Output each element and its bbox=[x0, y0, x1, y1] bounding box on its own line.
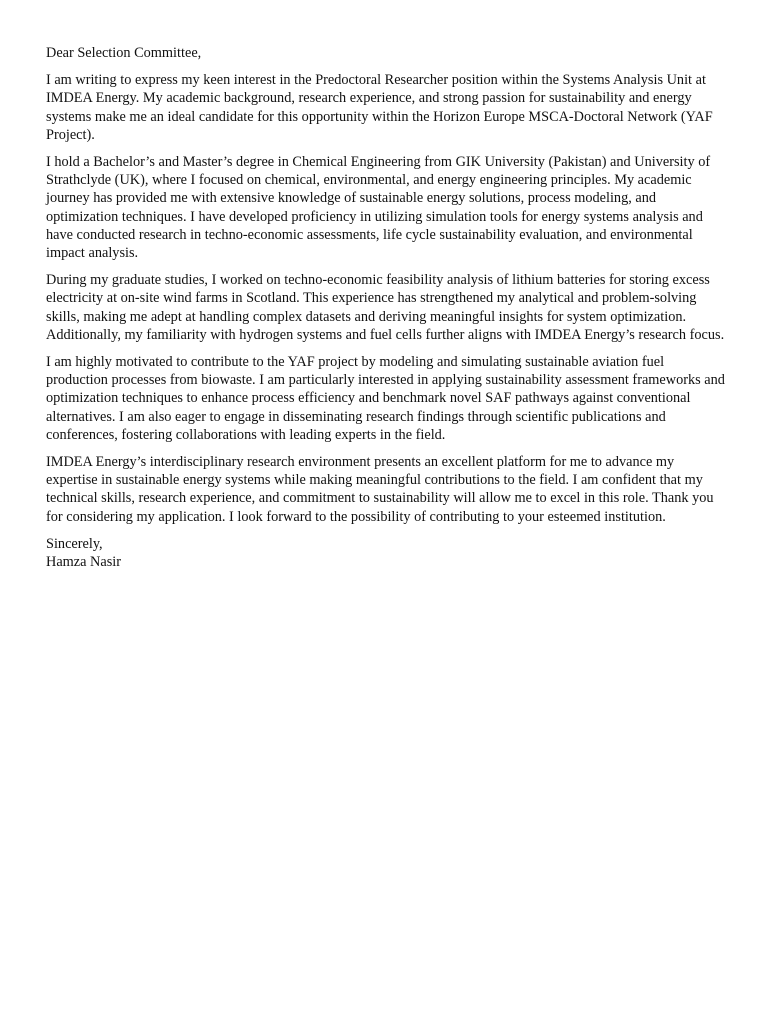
paragraph-conclusion: IMDEA Energy’s interdisciplinary research environment presents an excellent platform for me to advance my expertise in sustainable energy systems while making meaningful contributions to the field. I am confident that my technical skills, research experience, and commitment to sustainability will allow me to excel in this role. Thank you for considering my application. I look forward to the possibility of contributing to your esteemed institution. bbox=[46, 454, 714, 525]
paragraph-motivation: I am highly motivated to contribute to the YAF project by modeling and simulating sustainable aviation fuel production processes from biowaste. I am particularly interested in applying sustainability assessment frameworks and optimization techniques to enhance process efficiency and benchmark novel SAF pathways against conventional alternatives. I am also eager to engage in disseminating research findings through scientific publications and conferences, fostering collaborations with leading experts in the field. bbox=[46, 354, 725, 443]
paragraph-intro: I am writing to express my keen interest in the Predoctoral Researcher position within the Systems Analysis Unit at IMDEA Energy. My academic background, research experience, and strong passion for sustainability and energy systems make me an ideal candidate for this opportunity within the Horizon Europe MSCA-Doctoral Network (YAF Project). bbox=[46, 72, 713, 143]
paragraph-education: I hold a Bachelor’s and Master’s degree in Chemical Engineering from GIK University (Pakistan) and University of Strathclyde (UK), where I focused on chemical, environmental, and energy engineering principles. My academic journey has provided me with extensive knowledge of sustainable energy solutions, process modeling, and optimization techniques. I have developed proficiency in utilizing simulation tools for energy systems analysis and have conducted research in techno-economic assessments, life cycle sustainability evaluation, and environmental impact analysis. bbox=[46, 154, 711, 262]
cover-letter bbox=[46, 44, 726, 571]
salutation: Dear Selection Committee, bbox=[46, 45, 202, 61]
paragraph-graduate-studies: During my graduate studies, I worked on techno-economic feasibility analysis of lithium batteries for storing excess electricity at on-site wind farms in Scotland. This experience has strengthened my analytical and problem-solving skills, making me adept at handling complex datasets and deriving meaningful insights for system optimization. Additionally, my familiarity with hydrogen systems and fuel cells further aligns with IMDEA Energy’s research focus. bbox=[46, 272, 725, 343]
closing: Sincerely, bbox=[46, 535, 103, 552]
signature-name: Hamza Nasir bbox=[46, 554, 122, 571]
